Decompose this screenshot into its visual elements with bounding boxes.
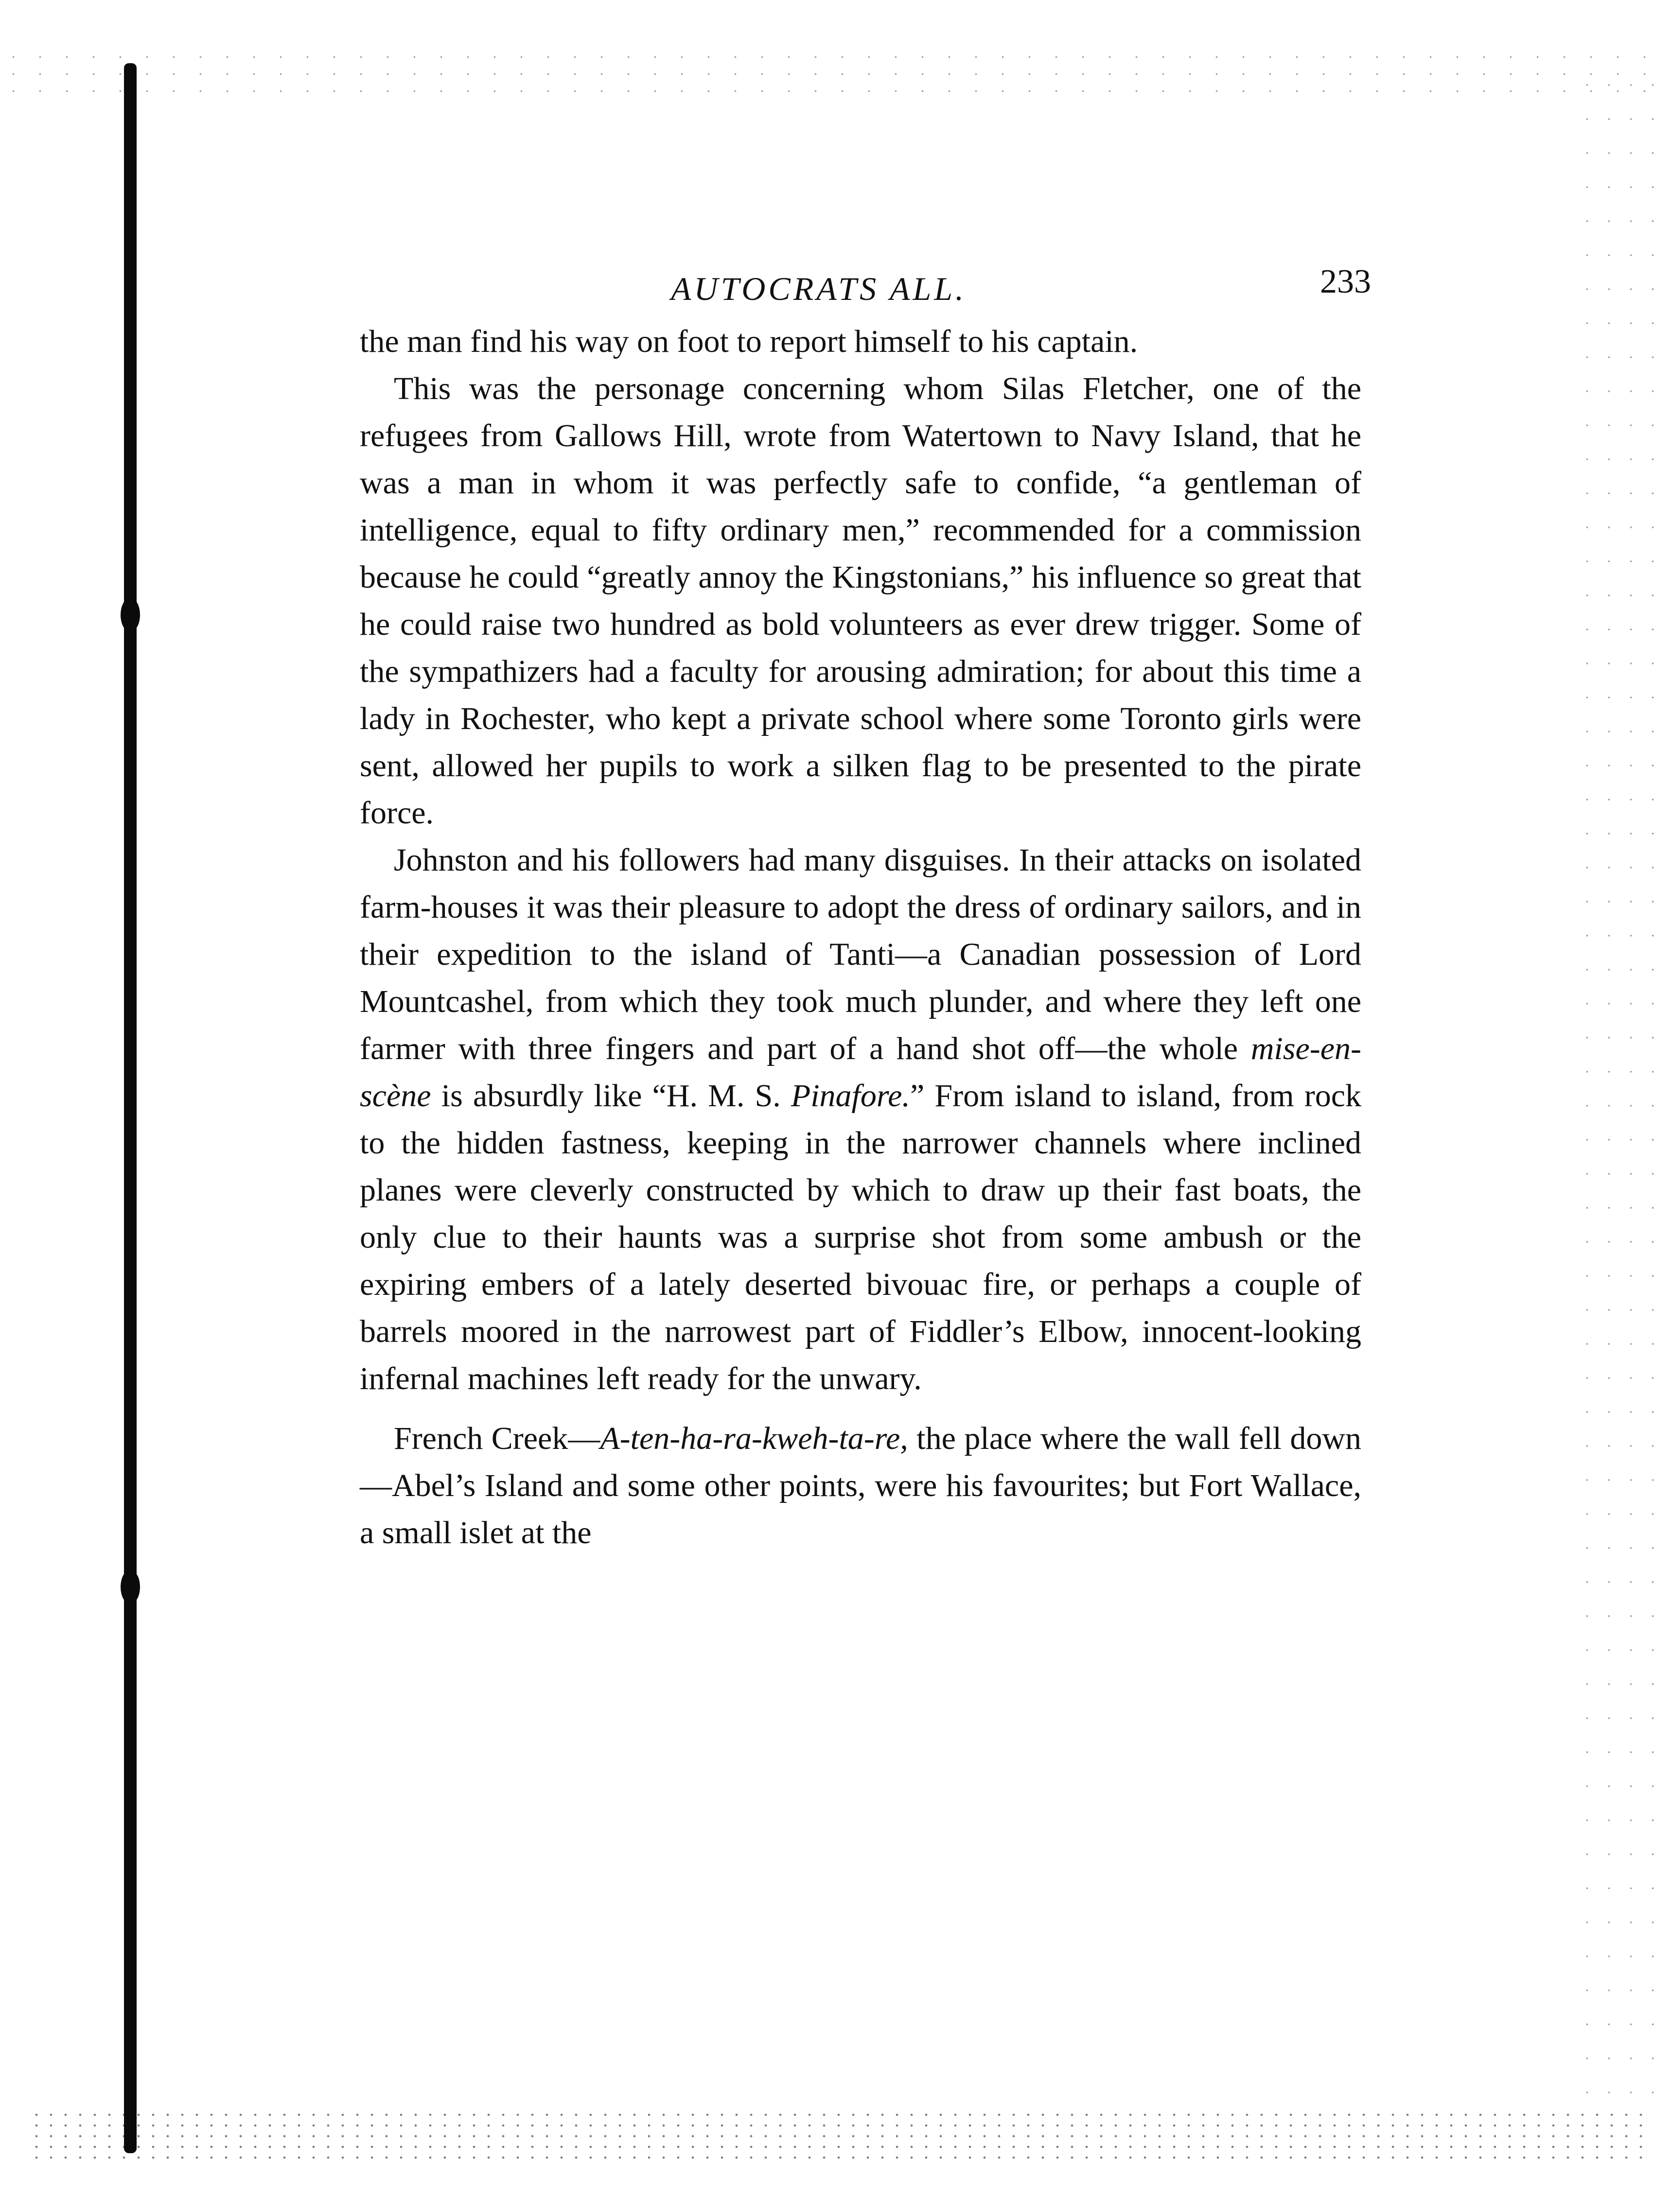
italic-text-run: A-ten-ha-ra-kweh-ta-re, xyxy=(600,1421,908,1456)
scan-noise-right xyxy=(1576,68,1654,2109)
italic-text-run: Pinafore. xyxy=(791,1078,910,1114)
text-run: the man find his way on foot to report himself to his captain. xyxy=(360,324,1138,359)
paragraph xyxy=(360,318,1361,365)
text-run: Johnston and his followers had many disguises. In their attacks on isolated farm-houses it was their pleasure to adopt the dress of ordinary sailors, and in their expedition to the island of Tanti—a Canadian possession of Lord Mountcashel, from which they took much plunder, and where they left one farmer with three fingers and part of a hand shot off—the whole xyxy=(360,842,1361,1066)
page-number: 233 xyxy=(1320,263,1371,300)
text-run: is absurdly like “H. M. S. xyxy=(431,1078,791,1114)
italic-text-run: mise-en-scène xyxy=(360,1031,1361,1114)
paragraph xyxy=(360,836,1361,1402)
paragraph xyxy=(360,365,1361,836)
page-binding-edge xyxy=(124,63,137,2153)
body-text xyxy=(360,318,1361,1556)
text-run: ” From island to island, from rock to the hidden fastness, keeping in the narrower channels where inclined planes were cleverly constructed by which to draw up their fast boats, the only clue to their haunts was a surprise shot from some ambush or the expiring embers of a lately deserted bivouac fire, or perhaps a couple of barrels moored in the narrowest part of Fiddler’s Elbow, innocent-looking infernal machines left ready for the unwary. xyxy=(360,1078,1361,1396)
text-run: French Creek— xyxy=(394,1421,600,1456)
scan-noise-top xyxy=(0,49,1654,107)
running-title: AUTOCRATS ALL. xyxy=(671,270,967,307)
text-block xyxy=(360,262,1371,1556)
text-run: This was the personage concerning whom Silas Fletcher, one of the refugees from Gallows Hill, wrote from Watertown to Navy Island, that he was a man in whom it was perfectly safe to confide, “a gentleman of intelligence, equal to fifty ordinary men,” recommended for a commission because he could “greatly annoy the Kingstonians,” his influence so great that he could raise two hundred as bold volunteers as ever drew trigger. Some of the sympathizers had a faculty for arousing admiration; for about this time a lady in Rochester, who kept a private school where some Toronto girls were sent, allowed her pupils to work a silken flag to be presented to the pirate force. xyxy=(360,371,1361,831)
binding-mark xyxy=(121,598,140,632)
running-head xyxy=(360,262,1371,316)
paragraph xyxy=(360,1415,1361,1556)
text-run: the place where the wall fell down—Abel’s Island and some other points, were his favourites; but Fort Wallace, a small islet at the xyxy=(360,1421,1361,1550)
binding-mark xyxy=(121,1570,140,1604)
scan-noise-bottom xyxy=(29,2109,1654,2163)
